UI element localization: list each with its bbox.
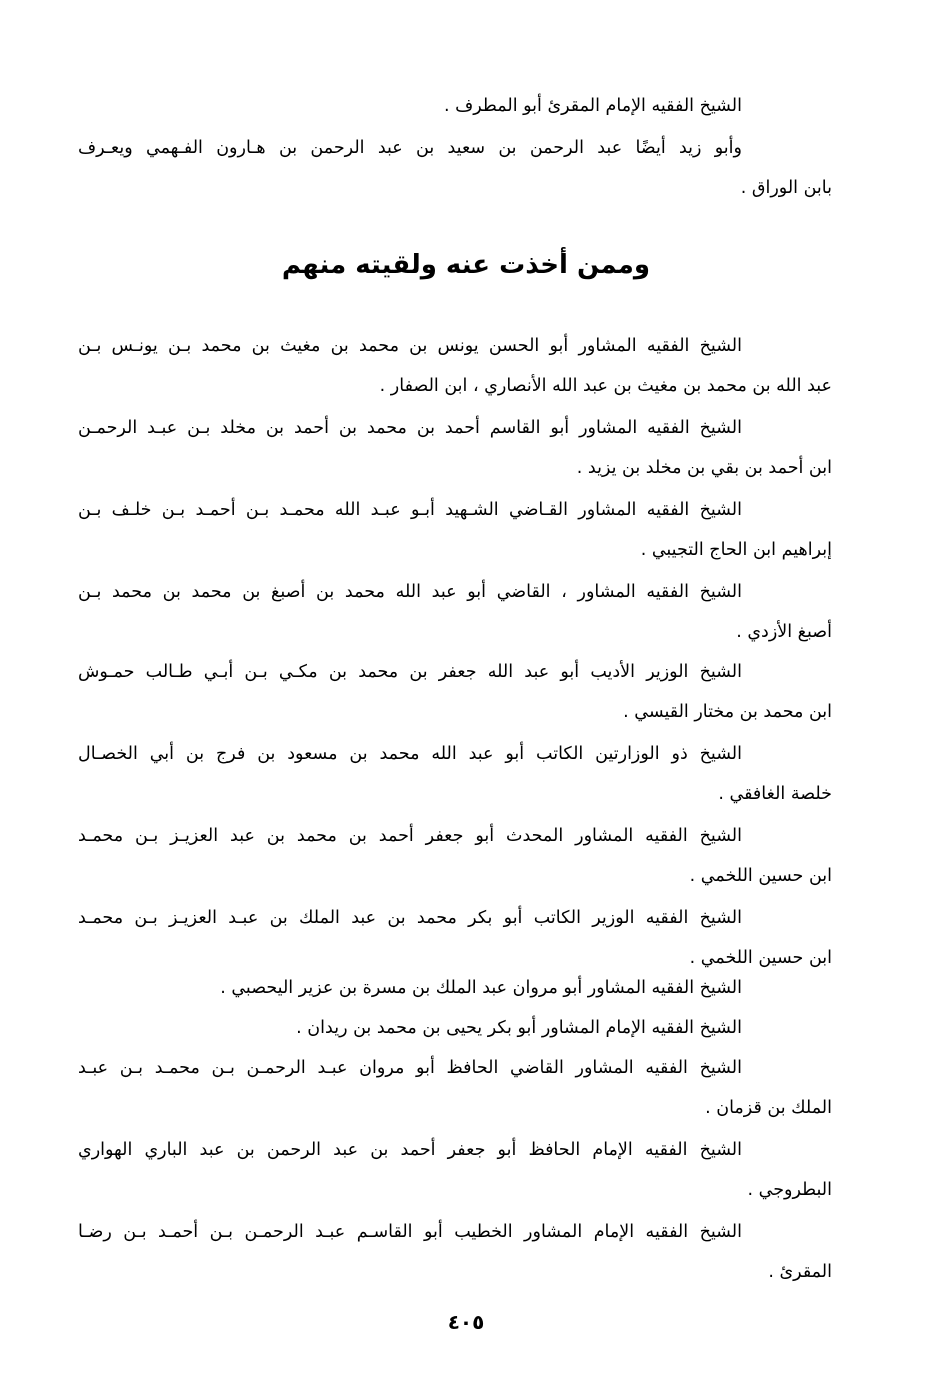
entry-line: الشيخ الفقيه المشاور المحدث أبو جعفر أحمد بن محمد بن عبد العزيـز بـن محمـد [78, 826, 742, 846]
entry-line-continued: المقرئ . [768, 1262, 832, 1282]
entry-paragraph [78, 816, 832, 896]
entry-line-continued: الملك بن قزمان . [705, 1098, 832, 1118]
entry-paragraph [78, 490, 832, 570]
page-number: ٤٠٥ [447, 1310, 485, 1334]
entry-paragraph [78, 1130, 832, 1210]
entry-line: الشيخ الفقيه المشاور القاضي الحافظ أبو مروان عبـد الرحمـن بـن محمـد بـن عبـد [78, 1058, 742, 1078]
entry-line: الشيخ الفقيه المشاور القـاضي الشـهيد أبـو عبـد الله محمـد بـن أحمـد بـن خلـف بـن [78, 500, 742, 520]
entry-paragraph [78, 734, 832, 814]
entry-line: الشيخ الفقيه الوزير الكاتب أبو بكر محمد بن عبد الملك بن عبـد العزيـز بـن محمـد [78, 908, 742, 928]
entry-line: الشيخ الفقيه الإمام المشاور أبو بكر يحيى بن محمد بن ريدان . [296, 1018, 742, 1038]
entry-paragraph [78, 408, 832, 488]
intro-paragraph-2 [78, 128, 832, 208]
entry-line: الشيخ الفقيه المشاور أبو مروان عبد الملك بن مسرة بن عزير اليحصبي . [220, 978, 742, 998]
entry-paragraph [78, 652, 832, 732]
entry-line-continued: إبراهيم ابن الحاج التجيبي . [640, 540, 832, 560]
intro-line: الشيخ الفقيه الإمام المقرئ أبو المطرف . [443, 96, 742, 116]
entry-paragraph [78, 898, 832, 978]
entry-line: الشيخ الفقيه الإمام المشاور الخطيب أبو القاسـم عبـد الرحمـن بـن أحمـد بـن رضـا [78, 1222, 742, 1242]
entry-paragraph [78, 1008, 832, 1048]
entry-paragraph [78, 326, 832, 406]
entry-line: الشيخ الفقيه المشاور أبو القاسم أحمد بن محمد بن أحمد بن مخلد بـن عبـد الرحمـن [78, 418, 742, 438]
section-heading: وممن أخذت عنه ولقيته منهم [281, 250, 651, 280]
entry-paragraph [78, 572, 832, 652]
entry-line-continued: البطروجي . [747, 1180, 832, 1200]
entry-line: الشيخ الفقيه الإمام الحافظ أبو جعفر أحمد بن عبد الرحمن بن عبد الباري الهواري [78, 1140, 742, 1160]
entry-line-continued: ابن حسين اللخمي . [689, 948, 832, 968]
entry-line-continued: ابن أحمد بن بقي بن مخلد بن يزيد . [576, 458, 832, 478]
entry-line: الشيخ الفقيه المشاور ، القاضي أبو عبد الله محمد بن أصبغ بن محمد بن محمد بـن [78, 582, 742, 602]
entry-line-continued: ابن محمد بن مختار القيسي . [623, 702, 832, 722]
intro-paragraph-1 [78, 86, 832, 126]
intro-line: وأبو زيد أيضًا عبد الرحمن بن سعيد بن عبد الرحمن بن هـارون الفـهمي ويعـرف [78, 138, 742, 158]
entry-line: الشيخ الفقيه المشاور أبو الحسن يونس بن محمد بن مغيث بن محمد بـن يونـس بـن [78, 336, 742, 356]
entry-line: الشيخ ذو الوزارتين الكاتب أبو عبد الله محمد بن مسعود بن فرج بن أبي الخصـال [78, 744, 742, 764]
entry-line: الشيخ الوزير الأديب أبو عبد الله جعفر بن محمد بن مكـي بـن أبـي طـالب حمـوش [78, 662, 742, 682]
entry-line-continued: أصبغ الأزدي . [736, 622, 832, 642]
entry-line-continued: خلصة الغافقي . [718, 784, 832, 804]
entry-paragraph [78, 1048, 832, 1128]
entry-line-continued: عبد الله بن محمد بن مغيث بن عبد الله الأنصاري ، ابن الصفار . [379, 376, 832, 396]
intro-line-continued: بابن الوراق . [740, 178, 832, 198]
entry-line-continued: ابن حسين اللخمي . [689, 866, 832, 886]
entry-paragraph [78, 1212, 832, 1292]
entry-paragraph [78, 968, 832, 1008]
